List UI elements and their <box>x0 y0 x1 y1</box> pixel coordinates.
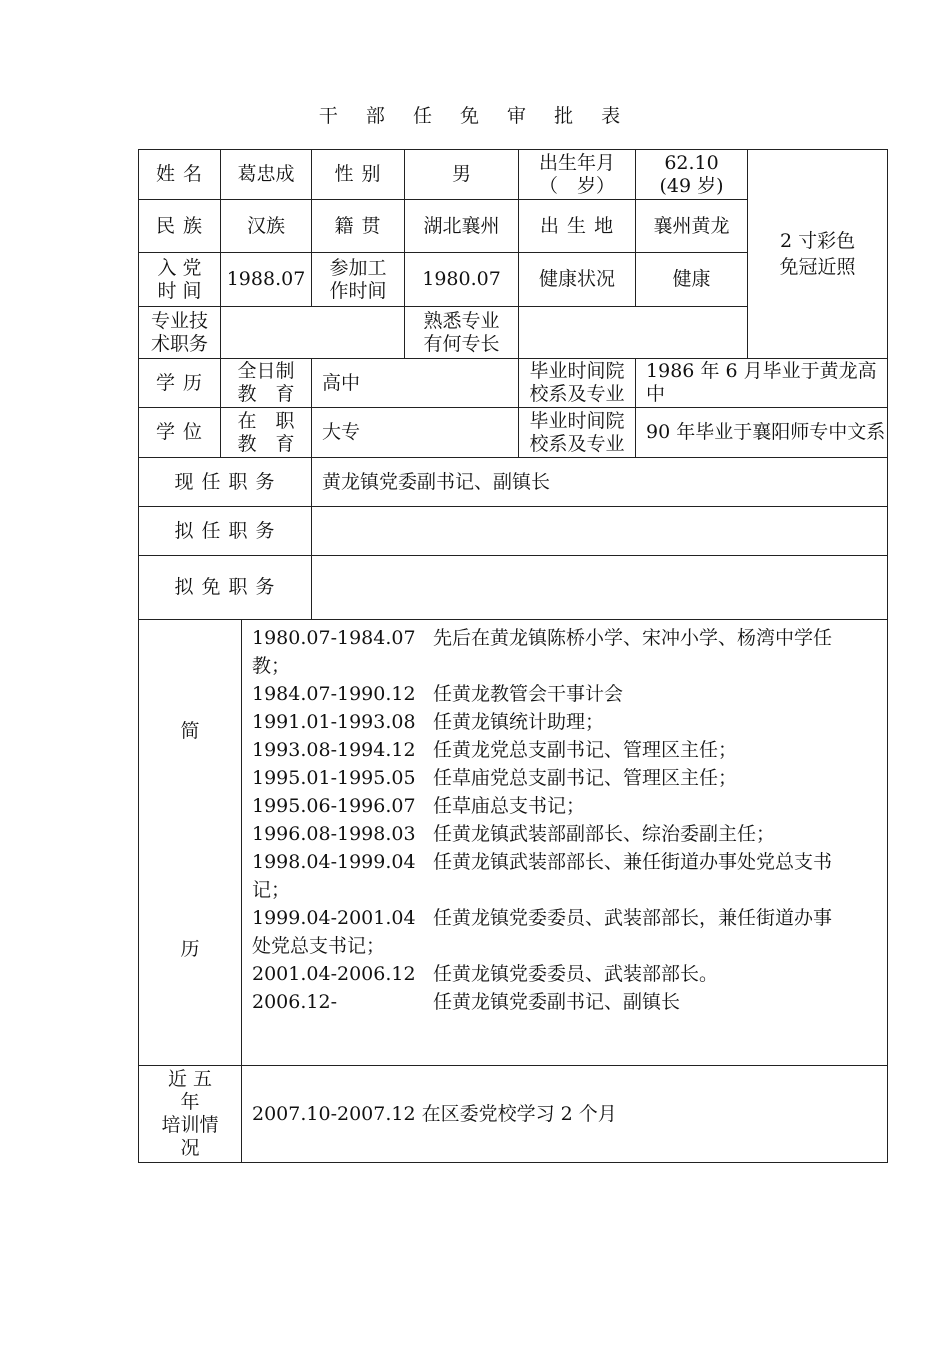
proposed-post-value <box>312 507 888 556</box>
ethnicity-value: 汉族 <box>221 200 312 253</box>
resume-entry-continuation: 记； <box>252 879 291 901</box>
health-label: 健康状况 <box>519 253 636 307</box>
inservice-label <box>221 408 312 458</box>
resume-entry-dates: 2001.04-2006.12 <box>252 963 416 985</box>
birthplace-value: 襄州黄龙 <box>636 200 748 253</box>
tech-title-label-line2: 术职务 <box>150 332 208 355</box>
resume-label <box>139 620 242 1066</box>
tech-title-label <box>139 307 221 359</box>
resume-entry <box>252 680 881 708</box>
skill-label-line2: 有何专长 <box>423 332 500 355</box>
party-date-value: 1988.07 <box>221 253 312 307</box>
resume-entry-dates: 1980.07-1984.07 <box>252 627 416 649</box>
party-date-label-line1: 入 党 <box>157 256 202 279</box>
tech-title-label-line1: 专业技 <box>150 309 208 332</box>
training-label-line2: 年 <box>180 1091 200 1113</box>
resume-entry-text: 任黄龙镇武装部部长、兼任街道办事处党总支书 <box>433 851 833 873</box>
resume-entry-dates: 1999.04-2001.04 <box>252 907 416 929</box>
native-place-value: 湖北襄州 <box>405 200 519 253</box>
name-label: 姓 名 <box>139 150 221 200</box>
party-date-label <box>139 253 221 307</box>
resume-entry <box>252 848 881 876</box>
gender-value: 男 <box>405 150 519 200</box>
resume-content <box>242 620 888 1066</box>
birth-value-line1: 62.10 <box>664 151 719 174</box>
health-value: 健康 <box>636 253 748 307</box>
photo-text-line2: 免冠近照 <box>779 256 856 278</box>
resume-entry <box>252 736 881 764</box>
resume-entry <box>252 988 881 1016</box>
inservice-education-value: 大专 <box>312 408 519 458</box>
proposed-removal-label: 拟 免 职 务 <box>139 556 312 620</box>
fulltime-school-label-line1: 毕业时间院 <box>529 360 625 382</box>
gender-label: 性 别 <box>312 150 405 200</box>
name-value: 葛忠成 <box>221 150 312 200</box>
birth-label-line2: （ 岁） <box>539 174 616 197</box>
birth-value <box>636 150 748 200</box>
skill-label <box>405 307 519 359</box>
proposed-post-label: 拟 任 职 务 <box>139 507 312 556</box>
resume-entry-dates: 2006.12- <box>252 991 337 1013</box>
inservice-label-line1: 在 职 <box>237 409 295 432</box>
work-date-label-line1: 参加工 <box>329 256 387 279</box>
resume-entry-text: 任黄龙镇统计助理； <box>433 711 605 733</box>
native-place-label: 籍 贯 <box>312 200 405 253</box>
photo-placeholder <box>748 150 888 359</box>
resume-entry-continuation: 教； <box>252 655 291 677</box>
fulltime-school-label-line2: 校系及专业 <box>529 383 625 405</box>
inservice-school-value: 90 年毕业于襄阳师专中文系 <box>636 408 888 458</box>
current-post-label: 现 任 职 务 <box>139 458 312 507</box>
resume-entry <box>252 708 881 736</box>
skill-label-line1: 熟悉专业 <box>423 309 500 332</box>
resume-label-char2: 历 <box>180 938 200 960</box>
resume-entry <box>252 764 881 792</box>
inservice-school-label <box>519 408 636 458</box>
birth-label-line1: 出生年月 <box>539 151 616 174</box>
tech-title-value <box>221 307 405 359</box>
resume-entry <box>252 792 881 820</box>
fulltime-school-value: 1986 年 6 月毕业于黄龙高中 <box>636 359 888 408</box>
resume-entry-text: 任草庙总支书记； <box>433 795 586 817</box>
work-date-value: 1980.07 <box>405 253 519 307</box>
photo-text-line1: 2 寸彩色 <box>779 230 856 252</box>
proposed-removal-value <box>312 556 888 620</box>
training-label-line4: 况 <box>180 1137 200 1159</box>
fulltime-label <box>221 359 312 408</box>
education-label: 学 历 <box>139 359 221 408</box>
fulltime-education-value: 高中 <box>312 359 519 408</box>
birth-label <box>519 150 636 200</box>
inservice-label-line2: 教 育 <box>237 432 295 455</box>
resume-label-char1: 简 <box>180 720 200 742</box>
fulltime-school-label <box>519 359 636 408</box>
resume-entry-text: 任黄龙镇武装部副部长、综治委副主任； <box>433 823 776 845</box>
degree-label: 学 位 <box>139 408 221 458</box>
approval-form-table <box>138 149 888 1163</box>
inservice-school-label-line1: 毕业时间院 <box>529 409 625 432</box>
work-date-label-line2: 作时间 <box>329 279 387 302</box>
resume-entry-dates: 1993.08-1994.12 <box>252 739 416 761</box>
resume-entry-dates: 1996.08-1998.03 <box>252 823 416 845</box>
training-label-line1: 近 五 <box>167 1068 213 1090</box>
resume-entry-dates: 1998.04-1999.04 <box>252 851 416 873</box>
party-date-label-line2: 时 间 <box>157 279 202 302</box>
birth-value-line2: (49 岁) <box>659 174 724 197</box>
resume-entry-text: 先后在黄龙镇陈桥小学、宋冲小学、杨湾中学任 <box>433 627 833 649</box>
resume-entry-dates: 1995.06-1996.07 <box>252 795 416 817</box>
inservice-school-label-line2: 校系及专业 <box>529 432 625 455</box>
resume-entry-dates: 1991.01-1993.08 <box>252 711 416 733</box>
resume-entry-text: 任黄龙教管会干事计会 <box>433 683 624 705</box>
resume-entry-text: 任黄龙镇党委委员、武装部部长。 <box>433 963 719 985</box>
birthplace-label: 出 生 地 <box>519 200 636 253</box>
form-title: 干 部 任 免 审 批 表 <box>318 105 632 127</box>
resume-entry <box>252 960 881 988</box>
resume-entry-dates: 1984.07-1990.12 <box>252 683 416 705</box>
resume-entry <box>252 624 881 652</box>
resume-entry-dates: 1995.01-1995.05 <box>252 767 416 789</box>
training-label <box>139 1066 242 1163</box>
resume-entry-continuation: 处党总支书记； <box>252 935 386 957</box>
current-post-value: 黄龙镇党委副书记、副镇长 <box>312 458 888 507</box>
resume-entry <box>252 820 881 848</box>
skill-value <box>519 307 748 359</box>
resume-entry-text: 任黄龙镇党委副书记、副镇长 <box>433 991 681 1013</box>
training-label-line3: 培训情 <box>161 1114 219 1136</box>
work-date-label <box>312 253 405 307</box>
fulltime-label-line1: 全日制 <box>237 360 295 382</box>
fulltime-label-line2: 教 育 <box>237 383 295 405</box>
resume-entry-text: 任黄龙党总支副书记、管理区主任； <box>433 739 738 761</box>
resume-entry-text: 任黄龙镇党委委员、武装部部长，兼任街道办事 <box>433 907 833 929</box>
resume-entry <box>252 904 881 932</box>
ethnicity-label: 民 族 <box>139 200 221 253</box>
training-value: 2007.10-2007.12 在区委党校学习 2 个月 <box>242 1066 888 1163</box>
resume-entry-text: 任草庙党总支副书记、管理区主任； <box>433 767 738 789</box>
